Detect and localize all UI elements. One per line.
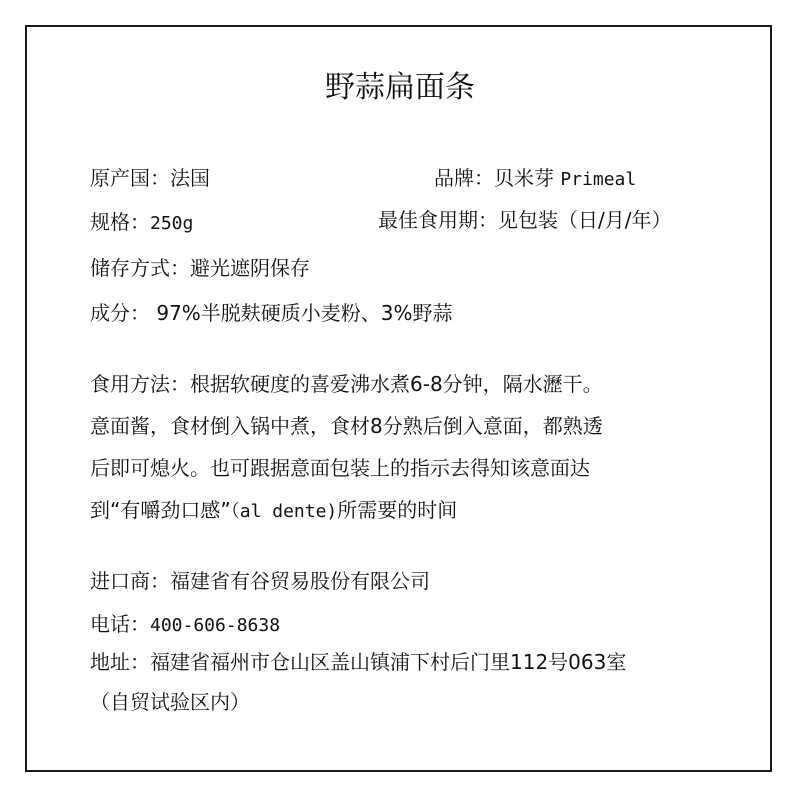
specification <box>90 210 193 236</box>
usage-line-4 <box>90 498 457 524</box>
phone <box>90 612 280 638</box>
usage-line-3: 后即可熄火。也可跟据意面包装上的指示去得知该意面达 <box>90 456 590 480</box>
address-line-2: （自贸试验区内） <box>90 690 250 714</box>
brand-name: Primeal <box>560 169 637 190</box>
usage-line-4-a: 到“有嚼劲口感” <box>90 498 231 522</box>
usage-line-4-b: （al dente) <box>230 501 338 522</box>
usage-line-2: 意面酱，食材倒入锅中煮，食材8分熟后倒入意面，都熟透 <box>90 414 603 438</box>
usage-line-1: 食用方法：根据软硬度的喜爱沸水煮6-8分钟，隔水瀝干。 <box>90 372 603 396</box>
phone-label: 电话： <box>90 612 150 636</box>
spec-value: 250g <box>150 213 194 234</box>
spec-label: 规格： <box>90 210 150 234</box>
origin-country: 原产国：法国 <box>90 166 210 190</box>
address-line-1: 地址：福建省福州市仓山区盖山镇浦下村后门里112号063室 <box>90 650 627 674</box>
brand <box>434 166 636 192</box>
brand-label: 品牌：贝米芽 <box>434 166 561 190</box>
usage-line-4-c: 所需要的时间 <box>337 498 458 522</box>
phone-number: 400-606-8638 <box>150 615 281 636</box>
storage: 储存方式：避光遮阴保存 <box>90 256 310 280</box>
page-title: 野蒜扁面条 <box>325 70 475 105</box>
importer: 进口商：福建省有谷贸易股份有限公司 <box>90 569 430 593</box>
ingredients: 成分： 97%半脱麸硬质小麦粉、3%野蒜 <box>90 301 453 325</box>
best-before: 最佳食用期：见包装（日/月/年） <box>378 208 672 232</box>
